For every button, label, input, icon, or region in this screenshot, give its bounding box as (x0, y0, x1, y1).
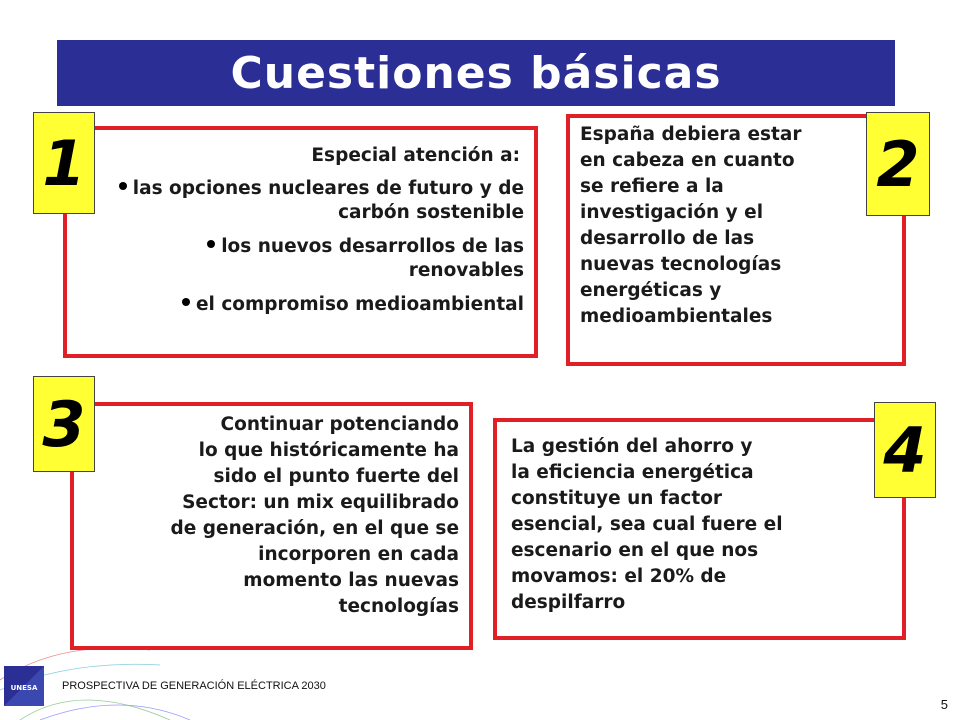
number-badge-3: 3 (33, 376, 95, 472)
bullet-text: las opciones nucleares de futuro y de carbón sostenible (132, 178, 524, 223)
page-title: Cuestiones básicas (230, 47, 722, 99)
box3-text: Continuar potenciando lo que históricamente ha sido el punto fuerte del Sector: un mix equilibrado de generación, en el que se incorporen en cada momento las nuevas tecnologías (170, 414, 459, 617)
box4-text: La gestión del ahorro y la eficiencia energética constituye un factor esencial, sea cual fuere el escenario en el que nos movamos: el 20% de despilfarro (511, 436, 783, 613)
bullet-icon (207, 240, 215, 248)
box1-bullet (104, 235, 524, 283)
bullet-icon (119, 182, 127, 190)
footer-text: PROSPECTIVA DE GENERACIÓN ELÉCTRICA 2030 (62, 680, 326, 692)
box-4 (493, 418, 906, 640)
number-badge-2: 2 (866, 112, 930, 216)
box1-bullet (104, 177, 524, 225)
box1-heading: Especial atención a: (311, 145, 520, 166)
number-badge-4: 4 (874, 402, 936, 498)
title-bar (57, 40, 895, 106)
bullet-text: el compromiso medioambiental (196, 294, 524, 315)
box-3 (70, 402, 473, 650)
box1-bullet (104, 293, 524, 317)
bullet-text: los nuevos desarrollos de las renovables (221, 236, 524, 281)
logo-text: UNESA (10, 684, 38, 692)
number-badge-1: 1 (33, 112, 95, 214)
box-1 (63, 126, 538, 358)
page-number: 5 (940, 697, 948, 712)
box2-text: España debiera estar en cabeza en cuanto se refiere a la investigación y el desarrollo de las nuevas tecnologías energéticas y medioambientales (580, 124, 802, 327)
box-2 (566, 114, 906, 366)
unesa-logo (4, 666, 44, 706)
bullet-icon (182, 298, 190, 306)
